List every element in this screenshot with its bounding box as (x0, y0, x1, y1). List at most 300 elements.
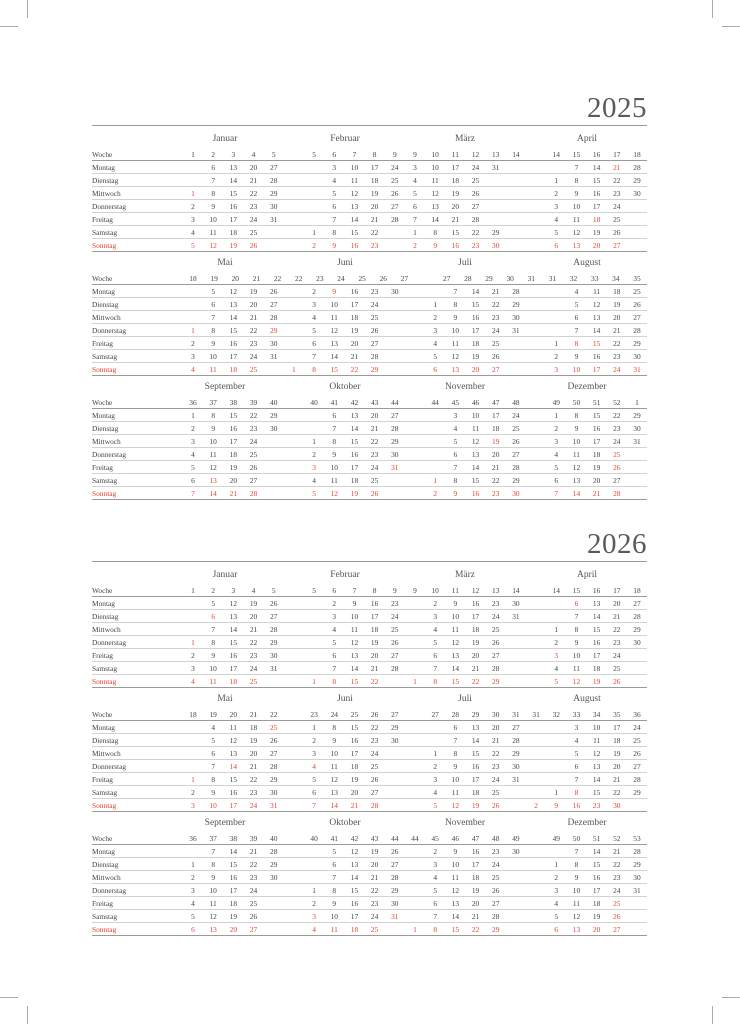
day-number: 3 (453, 411, 458, 420)
day-number: 29 (492, 677, 500, 686)
day-number: 6 (554, 476, 559, 485)
day-number: 2 (312, 450, 316, 459)
day-number: 24 (492, 326, 500, 335)
day-number: 18 (613, 736, 621, 745)
day-number: 3 (413, 163, 417, 172)
day-number: 26 (613, 463, 621, 472)
day-number: 9 (453, 762, 458, 771)
day-number: 25 (370, 762, 379, 771)
day-number: 9 (433, 241, 438, 250)
day-number: 8 (453, 476, 458, 485)
week-number: 50 (572, 834, 581, 843)
week-number: 46 (451, 834, 460, 843)
day-number: 17 (471, 775, 480, 784)
day-number: 22 (471, 228, 480, 237)
day-number: 22 (613, 176, 621, 185)
day-number: 23 (613, 424, 621, 433)
row-label: Mittwoch (92, 749, 121, 758)
week-number: 3 (231, 150, 236, 159)
day-number: 5 (332, 847, 337, 856)
crop-mark (712, 1006, 713, 1024)
day-number: 25 (391, 625, 399, 634)
week-number: 19 (209, 710, 217, 719)
day-number: 3 (554, 202, 559, 211)
day-number: 19 (249, 599, 258, 608)
day-number: 24 (391, 163, 399, 172)
day-number: 18 (229, 365, 238, 374)
day-number: 13 (330, 339, 338, 348)
day-number: 13 (592, 599, 601, 608)
day-number: 13 (592, 762, 601, 771)
quarter-block (92, 694, 647, 812)
day-number: 8 (433, 677, 438, 686)
day-number: 29 (633, 176, 641, 185)
day-number: 1 (554, 339, 559, 348)
week-number: 18 (189, 274, 197, 283)
day-number: 23 (370, 450, 379, 459)
day-number: 5 (312, 326, 316, 335)
month-name: September (204, 382, 246, 392)
day-number: 22 (613, 788, 621, 797)
week-number: 42 (350, 398, 359, 407)
day-number: 13 (229, 163, 238, 172)
month-name: November (444, 818, 486, 828)
day-number: 20 (370, 860, 379, 869)
day-number: 11 (209, 365, 217, 374)
day-number: 11 (209, 677, 217, 686)
day-number: 5 (554, 912, 559, 921)
day-number: 9 (332, 899, 337, 908)
month-name: Juli (458, 258, 472, 268)
day-number: 19 (592, 463, 601, 472)
day-number: 21 (370, 215, 379, 224)
row-label: Sonntag (92, 801, 117, 810)
day-number: 28 (492, 664, 500, 673)
day-number: 31 (633, 886, 641, 895)
week-number: 27 (400, 274, 409, 283)
day-number: 31 (270, 352, 278, 361)
day-number: 4 (211, 723, 216, 732)
week-number: 2 (211, 150, 216, 159)
day-number: 25 (249, 677, 258, 686)
day-number: 8 (332, 437, 337, 446)
day-number: 7 (332, 664, 337, 673)
day-number: 20 (592, 476, 601, 485)
day-number: 18 (229, 450, 238, 459)
day-number: 29 (633, 625, 641, 634)
weekday-row (92, 871, 647, 884)
day-number: 24 (370, 912, 379, 921)
day-number: 9 (453, 599, 458, 608)
day-number: 23 (613, 352, 621, 361)
month-header-row (92, 818, 647, 832)
day-number: 20 (249, 300, 258, 309)
day-number: 28 (391, 215, 399, 224)
day-number: 4 (191, 228, 195, 237)
day-number: 8 (453, 749, 458, 758)
day-number: 16 (592, 352, 601, 361)
day-number: 28 (391, 424, 399, 433)
crop-mark (722, 26, 740, 27)
day-number: 18 (471, 788, 480, 797)
day-number: 20 (370, 202, 379, 211)
weekday-row (92, 649, 647, 662)
day-number: 28 (249, 489, 258, 498)
day-number: 29 (270, 189, 278, 198)
weekday-row (92, 285, 647, 298)
day-number: 13 (350, 202, 359, 211)
day-number: 11 (451, 788, 459, 797)
month-header-row (92, 694, 647, 708)
day-number: 2 (413, 241, 417, 250)
week-number: 6 (332, 150, 337, 159)
row-label: Dienstag (92, 612, 119, 621)
day-number: 29 (391, 723, 399, 732)
day-number: 12 (431, 189, 439, 198)
weekday-row (92, 721, 647, 734)
weekday-row (92, 786, 647, 799)
week-number: 40 (310, 834, 318, 843)
day-number: 10 (330, 463, 338, 472)
day-number: 30 (391, 899, 399, 908)
day-number: 23 (249, 651, 258, 660)
day-number: 28 (633, 163, 641, 172)
day-number: 28 (270, 625, 278, 634)
month-name: September (204, 818, 246, 828)
day-number: 15 (592, 625, 601, 634)
day-number: 9 (211, 651, 216, 660)
week-number-row (92, 148, 647, 161)
day-number: 8 (332, 723, 337, 732)
week-number: 20 (231, 274, 239, 283)
day-number: 18 (370, 625, 379, 634)
day-number: 25 (613, 450, 621, 459)
day-number: 13 (592, 313, 601, 322)
day-number: 4 (453, 424, 458, 433)
day-number: 9 (332, 450, 337, 459)
crop-mark (27, 1006, 28, 1024)
week-number: 52 (613, 834, 621, 843)
day-number: 2 (554, 189, 559, 198)
row-label: Woche (92, 710, 113, 719)
day-number: 18 (451, 176, 460, 185)
day-number: 30 (391, 736, 399, 745)
day-number: 5 (211, 287, 216, 296)
row-label: Donnerstag (92, 762, 127, 771)
week-number: 53 (633, 834, 641, 843)
crop-mark (0, 26, 18, 27)
week-number-row (92, 272, 647, 285)
week-number: 31 (527, 274, 535, 283)
day-number: 25 (249, 228, 258, 237)
day-number: 22 (249, 775, 258, 784)
day-number: 12 (330, 489, 338, 498)
day-number: 23 (592, 801, 601, 810)
day-number: 3 (191, 352, 195, 361)
day-number: 27 (633, 313, 641, 322)
day-number: 18 (471, 873, 480, 882)
day-number: 24 (492, 612, 500, 621)
day-number: 5 (211, 736, 216, 745)
day-number: 11 (330, 476, 338, 485)
day-number: 24 (391, 612, 399, 621)
week-number-row (92, 708, 647, 721)
day-number: 15 (229, 638, 238, 647)
day-number: 11 (330, 925, 338, 934)
day-number: 9 (574, 638, 579, 647)
day-number: 26 (270, 287, 278, 296)
day-number: 2 (554, 638, 559, 647)
day-number: 10 (572, 437, 581, 446)
day-number: 24 (471, 163, 480, 172)
month-name: Januar (212, 570, 238, 580)
day-number: 12 (471, 437, 480, 446)
day-number: 28 (391, 873, 399, 882)
day-number: 12 (350, 847, 359, 856)
day-number: 16 (229, 424, 238, 433)
row-label: Dienstag (92, 176, 119, 185)
week-number: 18 (189, 710, 197, 719)
weekday-row (92, 174, 647, 187)
day-number: 28 (270, 313, 278, 322)
day-number: 11 (431, 176, 439, 185)
day-number: 10 (330, 749, 338, 758)
day-number: 12 (209, 241, 217, 250)
day-number: 29 (512, 476, 520, 485)
day-number: 25 (391, 176, 399, 185)
day-number: 27 (391, 202, 399, 211)
day-number: 27 (249, 925, 258, 934)
day-number: 12 (330, 775, 338, 784)
day-number: 6 (413, 202, 417, 211)
day-number: 15 (451, 677, 460, 686)
week-number: 29 (471, 710, 480, 719)
day-number: 2 (433, 313, 438, 322)
day-number: 18 (350, 476, 359, 485)
day-number: 18 (492, 424, 500, 433)
week-number: 27 (431, 710, 439, 719)
day-number: 24 (249, 215, 258, 224)
day-number: 20 (350, 339, 359, 348)
day-number: 4 (574, 736, 579, 745)
day-number: 25 (492, 873, 500, 882)
day-number: 10 (330, 300, 338, 309)
day-number: 16 (592, 638, 601, 647)
week-number: 32 (569, 274, 578, 283)
day-number: 10 (209, 886, 217, 895)
week-number: 31 (548, 274, 557, 283)
day-number: 19 (350, 326, 359, 335)
month-name: Mai (217, 694, 233, 704)
day-number: 4 (191, 677, 195, 686)
day-number: 26 (613, 677, 621, 686)
day-number: 12 (572, 677, 581, 686)
row-label: Freitag (92, 463, 113, 472)
day-number: 27 (492, 365, 500, 374)
day-number: 29 (391, 886, 399, 895)
day-number: 11 (593, 736, 601, 745)
day-number: 22 (492, 476, 500, 485)
weekday-row (92, 662, 647, 675)
week-number: 21 (252, 274, 261, 283)
day-number: 1 (292, 365, 296, 374)
month-header-row (92, 570, 647, 584)
day-number: 7 (211, 762, 216, 771)
day-number: 4 (554, 450, 559, 459)
week-number: 8 (372, 150, 377, 159)
day-number: 5 (332, 189, 337, 198)
day-number: 6 (312, 788, 316, 797)
day-number: 8 (332, 886, 337, 895)
weekday-row (92, 623, 647, 636)
day-number: 12 (451, 886, 460, 895)
day-number: 28 (633, 775, 641, 784)
month-name: Dezember (567, 818, 607, 828)
day-number: 21 (350, 352, 359, 361)
weekday-row (92, 337, 647, 350)
day-number: 26 (492, 638, 500, 647)
day-number: 19 (471, 886, 480, 895)
day-number: 14 (431, 215, 439, 224)
day-number: 12 (350, 638, 359, 647)
day-number: 9 (453, 489, 458, 498)
day-number: 31 (270, 215, 278, 224)
day-number: 20 (592, 925, 601, 934)
day-number: 21 (492, 736, 500, 745)
day-number: 28 (512, 736, 520, 745)
day-number: 22 (613, 860, 621, 869)
week-number: 14 (512, 150, 520, 159)
day-number: 20 (471, 651, 480, 660)
day-number: 5 (413, 189, 417, 198)
day-number: 17 (471, 612, 480, 621)
day-number: 12 (572, 912, 581, 921)
day-number: 23 (249, 424, 258, 433)
day-number: 4 (433, 873, 438, 882)
day-number: 27 (391, 651, 399, 660)
day-number: 24 (613, 202, 621, 211)
day-number: 19 (451, 189, 460, 198)
day-number: 29 (270, 860, 278, 869)
day-number: 9 (574, 352, 579, 361)
day-number: 14 (229, 176, 238, 185)
day-number: 19 (471, 638, 480, 647)
weekday-row (92, 799, 647, 812)
day-number: 23 (370, 736, 379, 745)
day-number: 22 (492, 300, 500, 309)
day-number: 27 (270, 163, 278, 172)
day-number: 20 (613, 762, 621, 771)
week-number: 48 (512, 398, 520, 407)
day-number: 3 (312, 749, 316, 758)
weekday-row (92, 734, 647, 747)
day-number: 6 (312, 339, 316, 348)
day-number: 25 (471, 176, 480, 185)
day-number: 24 (633, 723, 641, 732)
day-number: 26 (613, 912, 621, 921)
day-number: 24 (370, 300, 379, 309)
day-number: 19 (229, 241, 238, 250)
day-number: 10 (451, 612, 460, 621)
day-number: 19 (229, 463, 238, 472)
day-number: 1 (554, 411, 559, 420)
day-number: 3 (554, 437, 559, 446)
row-label: Montag (92, 411, 115, 420)
row-label: Samstag (92, 664, 118, 673)
day-number: 2 (312, 899, 316, 908)
day-number: 23 (249, 339, 258, 348)
day-number: 6 (453, 723, 458, 732)
day-number: 22 (350, 365, 359, 374)
day-number: 11 (330, 762, 338, 771)
week-number: 22 (273, 274, 282, 283)
day-number: 25 (492, 788, 500, 797)
day-number: 30 (512, 847, 520, 856)
day-number: 30 (633, 352, 641, 361)
day-number: 10 (451, 775, 460, 784)
day-number: 2 (332, 599, 337, 608)
day-number: 11 (209, 899, 217, 908)
day-number: 31 (391, 463, 399, 472)
day-number: 5 (554, 228, 559, 237)
week-number: 23 (316, 274, 324, 283)
day-number: 14 (592, 326, 601, 335)
row-label: Woche (92, 834, 113, 843)
day-number: 27 (633, 762, 641, 771)
week-number: 51 (592, 834, 601, 843)
week-number: 52 (613, 398, 621, 407)
day-number: 19 (613, 749, 621, 758)
day-number: 13 (350, 651, 359, 660)
day-number: 16 (370, 599, 379, 608)
week-number: 14 (512, 586, 520, 595)
day-number: 26 (391, 189, 399, 198)
day-number: 7 (433, 664, 438, 673)
day-number: 25 (613, 215, 621, 224)
day-number: 14 (229, 625, 238, 634)
week-number: 33 (572, 710, 581, 719)
week-number: 37 (209, 834, 217, 843)
day-number: 4 (312, 313, 316, 322)
day-number: 27 (270, 749, 278, 758)
day-number: 5 (574, 300, 579, 309)
day-number: 18 (350, 313, 359, 322)
day-number: 25 (270, 723, 278, 732)
day-number: 27 (270, 300, 278, 309)
day-number: 15 (350, 723, 359, 732)
day-number: 19 (471, 801, 480, 810)
month-header-row (92, 258, 647, 272)
day-number: 30 (270, 873, 278, 882)
week-number: 24 (337, 274, 345, 283)
day-number: 9 (332, 241, 337, 250)
week-number: 21 (249, 710, 258, 719)
day-number: 16 (350, 899, 359, 908)
week-number: 17 (613, 150, 621, 159)
week-number: 43 (370, 398, 379, 407)
week-number: 26 (379, 274, 387, 283)
week-number: 15 (572, 586, 581, 595)
week-number: 42 (350, 834, 359, 843)
day-number: 16 (350, 287, 359, 296)
day-number: 18 (229, 899, 238, 908)
day-number: 11 (572, 450, 581, 459)
day-number: 18 (592, 899, 601, 908)
day-number: 4 (413, 176, 417, 185)
day-number: 20 (249, 612, 258, 621)
week-number: 15 (572, 150, 581, 159)
day-number: 7 (413, 215, 417, 224)
